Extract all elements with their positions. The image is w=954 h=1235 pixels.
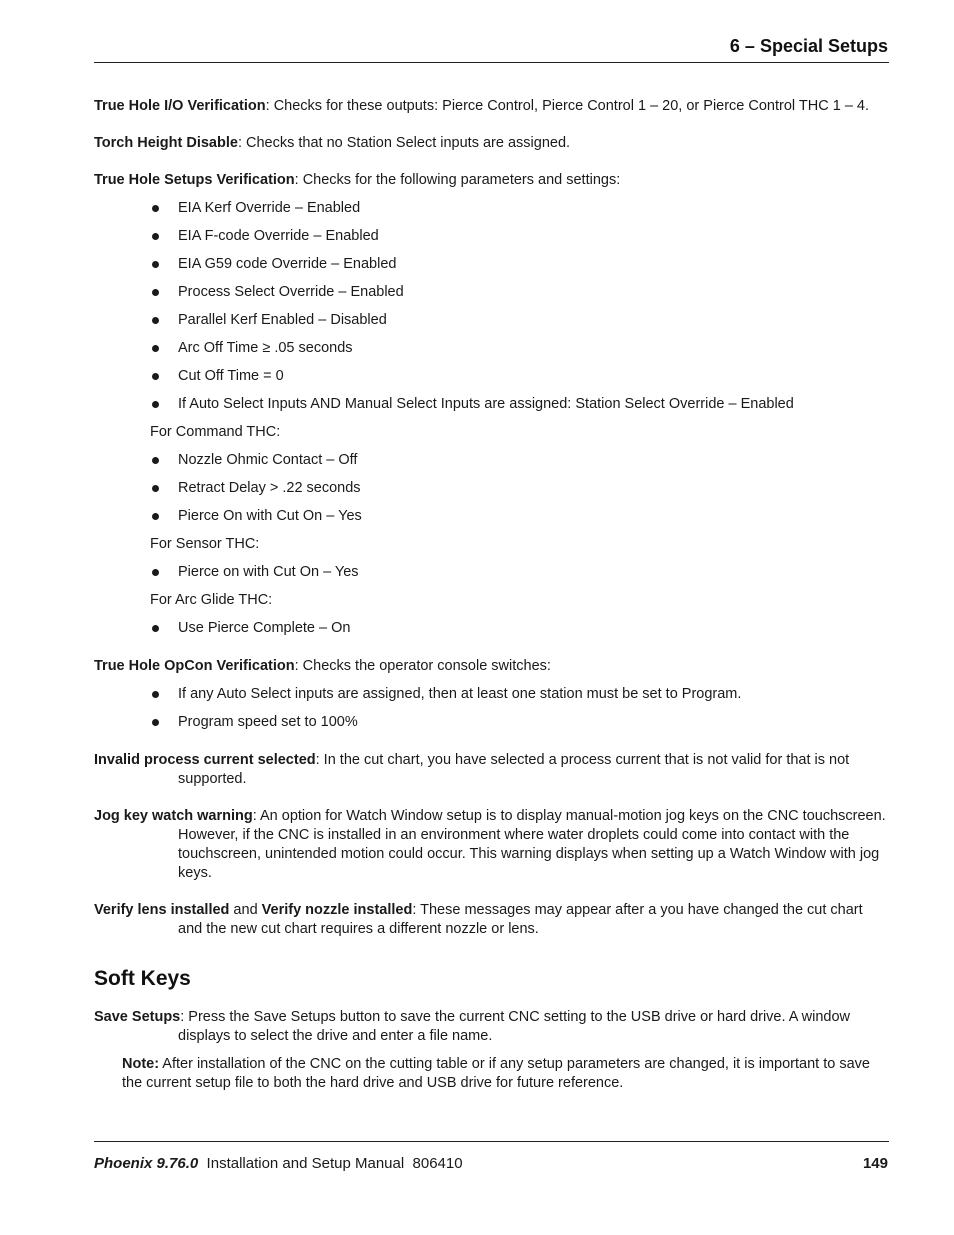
list-item: Pierce on with Cut On – Yes <box>150 563 889 591</box>
list-item: Pierce On with Cut On – Yes <box>150 507 889 535</box>
list-item: Process Select Override – Enabled <box>150 283 889 311</box>
entry-term: Invalid process current selected <box>94 752 316 768</box>
opcon-list <box>94 685 889 741</box>
entry-true-hole-setups <box>94 171 889 190</box>
footer-manual-info <box>94 1155 463 1172</box>
entry-term: True Hole I/O Verification <box>94 98 266 114</box>
footer-manual: Installation and Setup Manual 806410 <box>198 1155 463 1172</box>
list-item: Cut Off Time = 0 <box>150 367 889 395</box>
entry-text: : In the cut chart, you have selected a process current that is not valid for that is not supported. <box>178 752 850 787</box>
entry-invalid-process-current <box>94 751 889 789</box>
command-thc-list <box>94 451 889 535</box>
list-item: If any Auto Select inputs are assigned, then at least one station must be set to Program. <box>150 685 889 713</box>
entry-text: : These messages may appear after a you have changed the cut chart and the new cut chart requires a different nozzle or lens. <box>178 902 863 937</box>
entry-jog-key-watch-warning <box>94 807 889 883</box>
sensor-thc-label: For Sensor THC: <box>150 536 260 552</box>
entry-text: : An option for Watch Window setup is to display manual-motion jog keys on the CNC touchscreen. However, if the CNC is installed in an environment where water droplets could come into contact with the touchscreen, unintended motion could occur. This warning displays when setting up a Watch Window with jog keys. <box>178 808 886 881</box>
entry-text: : Checks for these outputs: Pierce Control, Pierce Control 1 – 20, or Pierce Control THC 1 – 4. <box>265 98 870 114</box>
entry-true-hole-opcon <box>94 657 889 676</box>
entry-term: True Hole Setups Verification <box>94 172 295 188</box>
page-content <box>94 97 889 1093</box>
entry-term: Save Setups <box>94 1009 181 1025</box>
sensor-thc-list <box>94 563 889 591</box>
footer-rule <box>94 1141 889 1142</box>
list-item: EIA F-code Override – Enabled <box>150 227 889 255</box>
entry-text: : Checks that no Station Select inputs are assigned. <box>237 135 571 151</box>
page-number: 149 <box>862 1155 888 1172</box>
list-item: Retract Delay > .22 seconds <box>150 479 889 507</box>
entry-term: Jog key watch warning <box>94 808 253 824</box>
command-thc-label: For Command THC: <box>150 424 281 440</box>
entry-true-hole-io <box>94 97 889 116</box>
entry-save-setups <box>94 1008 889 1046</box>
page-header-title: 6 – Special Setups <box>729 36 888 56</box>
entry-term: Torch Height Disable <box>94 135 238 151</box>
header-rule <box>94 62 889 63</box>
entry-text: : Checks the operator console switches: <box>294 658 551 674</box>
list-item: EIA Kerf Override – Enabled <box>150 199 889 227</box>
entry-verify-lens-nozzle <box>94 901 889 939</box>
arcglide-thc-list <box>94 619 889 647</box>
entry-term: Verify lens installed <box>94 902 230 918</box>
footer-product: Phoenix 9.76.0 <box>94 1155 199 1172</box>
list-item: EIA G59 code Override – Enabled <box>150 255 889 283</box>
entry-term: Verify nozzle installed <box>261 902 413 918</box>
list-item: Parallel Kerf Enabled – Disabled <box>150 311 889 339</box>
note-text: After installation of the CNC on the cutting table or if any setup parameters are changed, it is important to save the current setup file to both the hard drive and USB drive for future reference. <box>122 1056 870 1091</box>
entry-connector: and <box>229 902 262 918</box>
entry-text: : Checks for the following parameters and settings: <box>294 172 621 188</box>
section-heading-soft-keys: Soft Keys <box>94 967 191 990</box>
list-item: Arc Off Time ≥ .05 seconds <box>150 339 889 367</box>
list-item: Use Pierce Complete – On <box>150 619 889 647</box>
note-label: Note: <box>122 1056 160 1072</box>
entry-term: True Hole OpCon Verification <box>94 658 295 674</box>
entry-text: : Press the Save Setups button to save the current CNC setting to the USB drive or hard drive. A window displays to select the drive and enter a file name. <box>178 1009 851 1044</box>
note-block <box>122 1055 889 1093</box>
list-item: Nozzle Ohmic Contact – Off <box>150 451 889 479</box>
arcglide-thc-label: For Arc Glide THC: <box>150 592 273 608</box>
list-item: If Auto Select Inputs AND Manual Select Inputs are assigned: Station Select Override – Enabled <box>150 395 889 423</box>
list-item: Program speed set to 100% <box>150 713 889 741</box>
setups-list <box>94 199 889 423</box>
entry-torch-height-disable <box>94 134 889 153</box>
